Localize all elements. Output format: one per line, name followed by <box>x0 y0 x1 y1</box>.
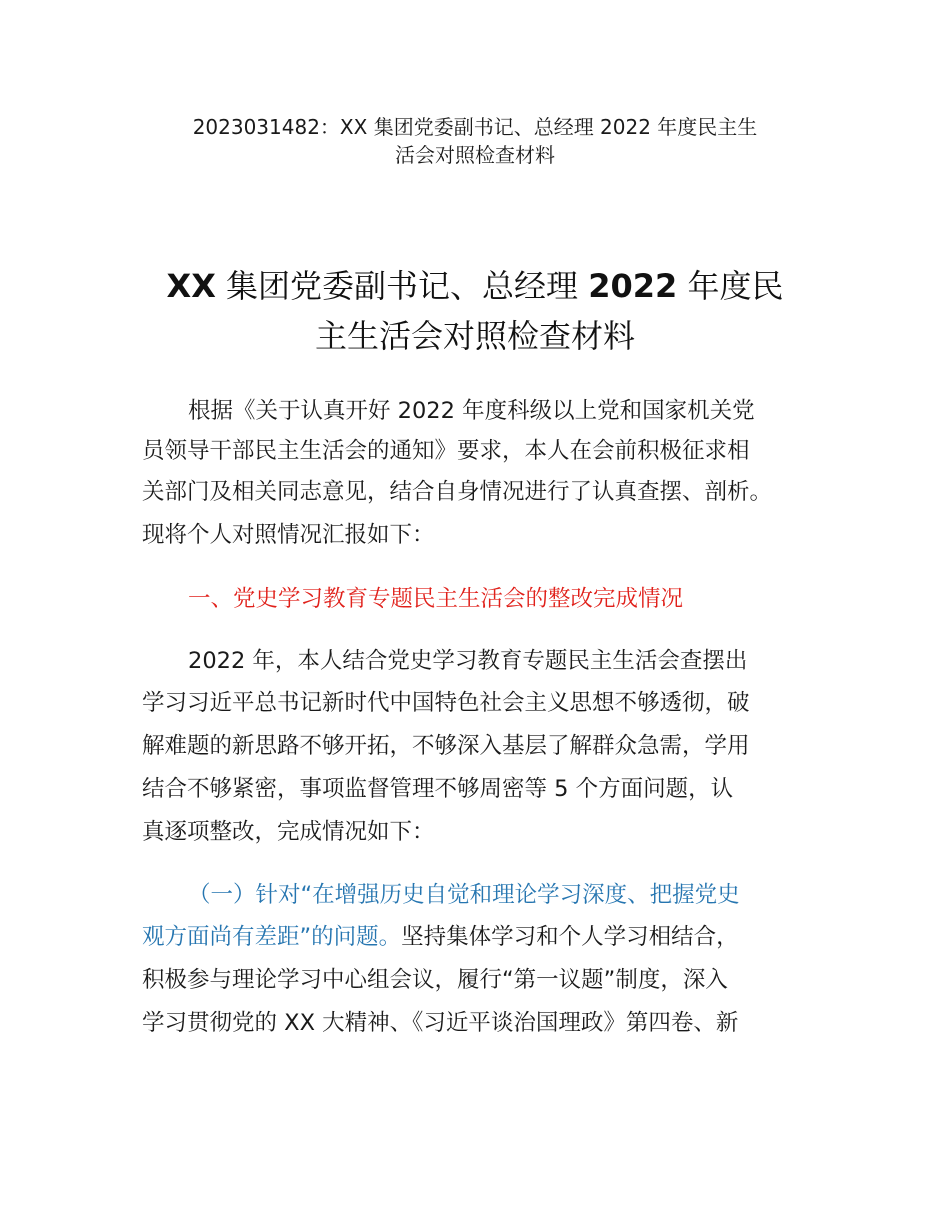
section-1-line-2: 学习习近平总书记新时代中国特色社会主义思想不够透彻，破 <box>142 690 750 716</box>
section-1-line-4: 结合不够紧密，事项监督管理不够周密等 5 个方面问题，认 <box>142 776 734 802</box>
section-1-line-1: 2022 年，本人结合党史学习教育专题民主生活会查摆出 <box>188 648 748 674</box>
intro-line-3: 关部门及相关同志意见，结合自身情况进行了认真查摆、剖析。 <box>142 479 773 505</box>
section-1-line-3: 解难题的新思路不够开拓，不够深入基层了解群众急需，学用 <box>142 733 750 759</box>
title-part-d: 年度民 <box>677 267 784 305</box>
intro-line-1: 根据《关于认真开好 2022 年度科级以上党和国家机关党 <box>188 398 755 424</box>
doc-header-line-1: 2023031482：XX 集团党委副书记、总经理 2022 年度民主生 <box>192 115 758 139</box>
section-1-heading: 一、党史学习教育专题民主生活会的整改完成情况 <box>188 586 684 612</box>
doc-title-line-2: 主生活会对照检查材料 <box>314 317 635 355</box>
section-1-line-5: 真逐项整改，完成情况如下： <box>142 819 435 845</box>
subsection-1-text: 坚持集体学习和个人学习相结合， <box>401 924 739 950</box>
title-xx: XX <box>166 267 216 305</box>
intro-line-2: 员领导干部民主生活会的通知》要求，本人在会前积极征求相 <box>142 438 750 464</box>
title-year: 2022 <box>588 267 678 305</box>
doc-title-line-1 <box>0 266 950 306</box>
title-part-b: 集团党委副书记、总经理 <box>215 267 589 305</box>
subsection-1-line-2 <box>142 922 739 952</box>
subsection-1-line-4: 学习贯彻党的 XX 大精神、《习近平谈治国理政》第四卷、新 <box>142 1010 739 1036</box>
doc-header-line-2: 活会对照检查材料 <box>395 143 555 167</box>
intro-line-4: 现将个人对照情况汇报如下： <box>142 522 435 548</box>
subsection-1-heading: （一）针对“在增强历史自觉和理论学习深度、把握党史 <box>188 882 740 908</box>
subsection-1-line-3: 积极参与理论学习中心组会议，履行“第一议题”制度，深入 <box>142 967 728 993</box>
subsection-1-heading-cont: 观方面尚有差距”的问题。 <box>142 924 402 950</box>
